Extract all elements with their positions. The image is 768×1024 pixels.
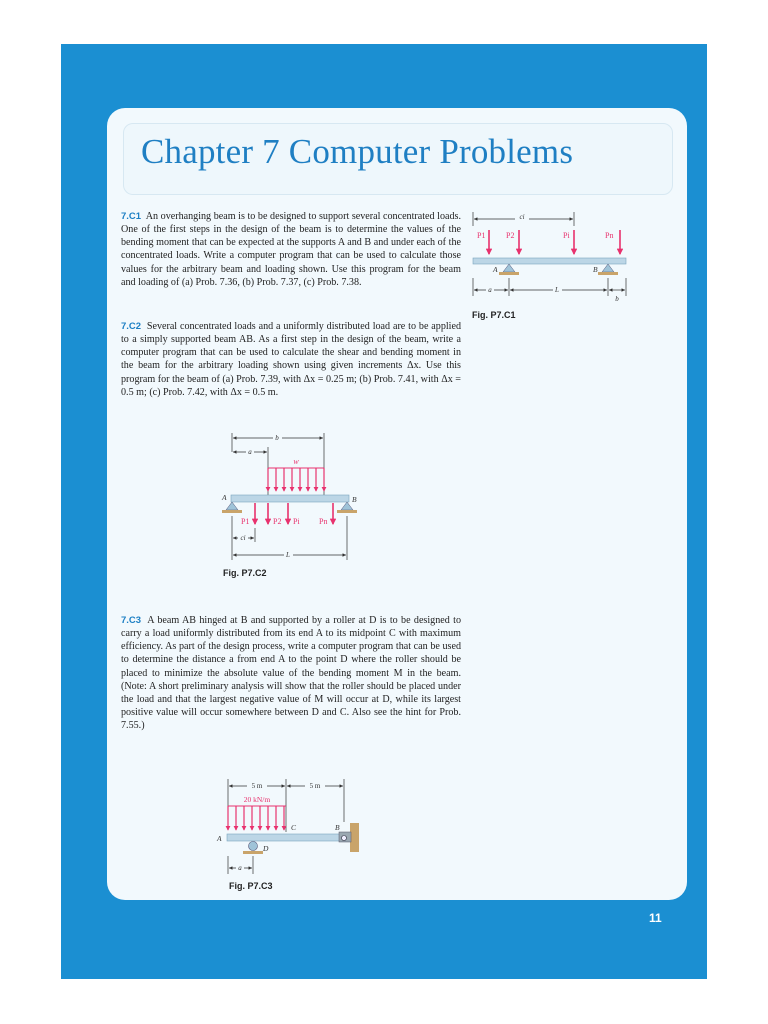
label-a-dim: a xyxy=(248,448,252,456)
label-b: B xyxy=(593,265,598,274)
label-load: 20 kN/m xyxy=(243,795,271,804)
problem-text: A beam AB hinged at B and supported by a roller at D is to be designed to carry a load uniformly distributed from its end A to its midpoint C with maximum efficiency. As part of the design process, write a computer program that can be used to determine the distance a from end A to the point D where the roller should be placed to minimize the absolute value of the bending moment M in the beam. (Note: A short preliminary analysis will show that the roller should be placed under the load and that the largest negative value of M will occur at D, while its largest positive value will occur somewhere between D and C. Also see the hint for Prob. 7.55.) xyxy=(121,615,461,732)
figure-caption-c1: Fig. P7.C1 xyxy=(472,310,516,320)
problem-number: 7.C2 xyxy=(121,321,142,332)
page-number: 11 xyxy=(649,911,662,925)
problem-number: 7.C1 xyxy=(121,211,142,222)
problem-7-c2 xyxy=(121,320,461,399)
label-c: C xyxy=(291,823,297,832)
label-a: A xyxy=(222,493,227,502)
label-b: B xyxy=(335,823,340,832)
label-a: A xyxy=(493,265,498,274)
figure-caption-c2: Fig. P7.C2 xyxy=(223,568,267,578)
label-pi: Pi xyxy=(293,517,300,526)
label-p1: P1 xyxy=(477,231,486,240)
label-l-dim: L xyxy=(555,286,559,294)
label-ci: ci xyxy=(240,534,246,542)
label-p2: P2 xyxy=(506,231,515,240)
label-pn: Pn xyxy=(319,517,328,526)
label-w: w xyxy=(293,457,299,466)
label-dim1: 5 m xyxy=(251,782,263,790)
problem-text: An overhanging beam is to be designed to support several concentrated loads. One of the first steps in the design of the beam is to determine the values of the bending moment that can be expected at the supports A and B and under each of the concentrated loads. Write a computer program that can be used to calculate those values for the arbitrary beam and loading shown. Use this program for the beam and loading of (a) Prob. 7.36, (b) Prob. 7.37, (c) Prob. 7.38. xyxy=(121,211,461,288)
figure-p7-c3 xyxy=(215,776,365,878)
label-pi: Pi xyxy=(563,231,570,240)
label-l-dim: L xyxy=(286,551,290,559)
problem-number: 7.C3 xyxy=(121,615,142,626)
label-p2: P2 xyxy=(273,517,282,526)
label-a-dim: a xyxy=(488,286,492,294)
beam xyxy=(473,258,626,264)
problem-7-c1 xyxy=(121,210,461,289)
label-ci: ci xyxy=(519,213,525,221)
label-b-dim: b xyxy=(275,434,279,442)
page-title: Chapter 7 Computer Problems xyxy=(141,132,574,171)
problem-7-c3 xyxy=(121,614,461,732)
label-b: B xyxy=(352,495,357,504)
figure-p7-c2 xyxy=(218,430,358,565)
figure-caption-c3: Fig. P7.C3 xyxy=(229,881,273,891)
label-a: A xyxy=(217,834,222,843)
problem-text: Several concentrated loads and a uniformly distributed load are to be applied to a simply supported beam AB. As a first step in the design of the beam, write a computer program that can be used to calculate the shear and bending moment in the beam for the arbitrary loading shown using given increments Δx. Use this program for the beam of (a) Prob. 7.39, with Δx = 0.25 m; (b) Prob. 7.41, with Δx = 0.5 m; (c) Prob. 7.42, with Δx = 0.5 m. xyxy=(121,321,462,398)
label-p1: P1 xyxy=(241,517,250,526)
figure-p7-c1 xyxy=(466,208,636,308)
label-b-dim: b xyxy=(615,295,619,303)
label-dim2: 5 m xyxy=(309,782,321,790)
beam xyxy=(231,495,349,502)
label-d: D xyxy=(263,844,269,853)
label-a-dim: a xyxy=(238,864,242,872)
beam xyxy=(227,834,349,841)
label-pn: Pn xyxy=(605,231,614,240)
